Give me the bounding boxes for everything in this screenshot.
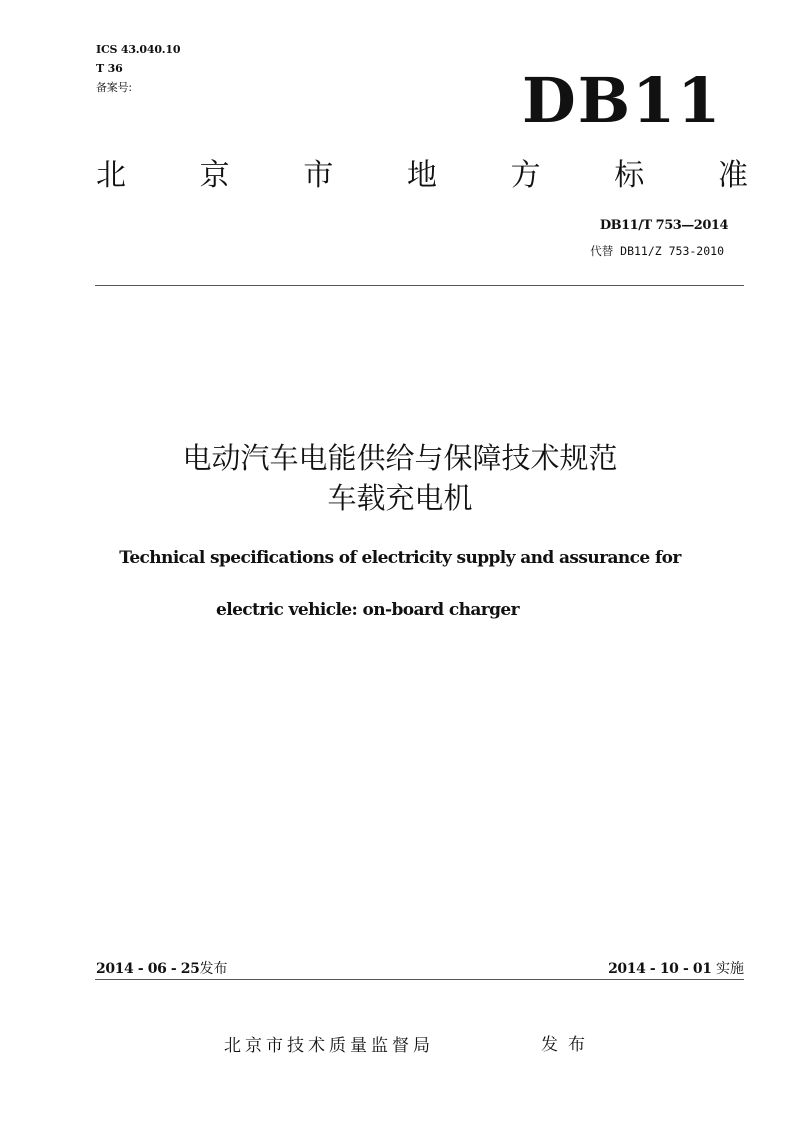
title-char: 地	[406, 158, 437, 193]
title-char: 标	[614, 158, 645, 193]
footer-divider	[95, 979, 744, 980]
issue-label: 发布	[199, 961, 228, 977]
ics-code: ICS 43.040.10	[96, 43, 181, 56]
title-char: 北	[96, 158, 126, 193]
record-number-label: 备案号:	[96, 81, 132, 94]
implementation-date: 2014 - 10 - 01	[608, 961, 712, 977]
standard-category-title	[96, 154, 748, 198]
chinese-title-line-1: 电动汽车电能供给与保障技术规范	[182, 441, 618, 475]
document-metadata	[96, 40, 180, 97]
issue-date: 2014 - 06 - 25	[96, 961, 200, 977]
title-char: 市	[303, 158, 334, 193]
implementation-label: 实施	[716, 961, 744, 977]
implementation-date-block	[608, 958, 744, 978]
publisher-label: 发布	[541, 1035, 595, 1055]
chinese-title-line-2: 车载充电机	[327, 481, 473, 515]
standard-logo: DB11	[522, 64, 723, 137]
standard-number: DB11/T 753—2014	[599, 218, 728, 233]
issue-date-block	[96, 958, 227, 978]
title-char: 准	[717, 158, 748, 193]
title-char: 方	[510, 158, 541, 193]
english-title-line-2: electric vehicle: on-board charger	[216, 600, 520, 620]
classification-code: T 36	[96, 62, 123, 75]
header-divider	[95, 285, 744, 286]
publisher-name: 北京市技术质量监督局	[224, 1036, 434, 1056]
title-char: 京	[199, 158, 230, 193]
english-title-line-1: Technical specifications of electricity supply and assurance for	[119, 548, 681, 568]
replaces-standard: 代替 DB11/Z 753-2010	[590, 244, 724, 258]
